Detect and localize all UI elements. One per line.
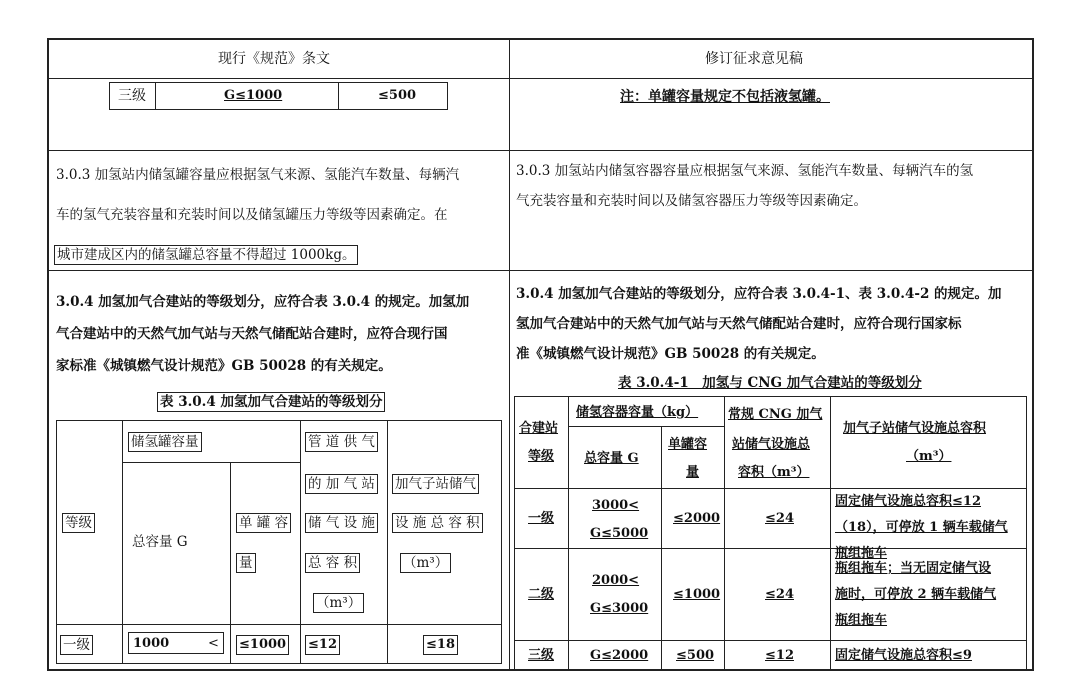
lt-col	[230, 462, 231, 664]
rt-r3-sub-1: 固定储气设施总容积≤9	[835, 648, 972, 663]
rt-col	[724, 396, 725, 671]
rt-h-sub-2: （m³）	[906, 449, 952, 464]
lt-col	[122, 420, 123, 664]
row2-divider	[47, 270, 1034, 271]
rt-r1-cng: ≤24	[765, 511, 794, 526]
rt-col	[568, 396, 569, 671]
rt-r1-total-2: G≤5000	[590, 526, 649, 541]
rt-h-grade-1: 合建站	[519, 421, 559, 436]
lt-row	[122, 462, 300, 463]
right-303-line1: 3.0.3 加氢站内储氢容器容量应根据氢气来源、氢能汽车数量、每辆汽车的氢	[516, 163, 974, 179]
lt-col	[300, 420, 301, 664]
rt-r3-grade: 三级	[528, 648, 555, 663]
rt-row	[568, 426, 724, 427]
right-table-title: 表 3.0.4-1 加氢与 CNG 加气合建站的等级划分	[618, 375, 922, 391]
rt-h-single-1: 单罐容	[668, 437, 708, 452]
mini-grade: 三级	[118, 88, 146, 104]
right-303-line2: 气充装容量和充装时间以及储氢容器压力等级等因素确定。	[516, 193, 867, 209]
rt-h-sub-1: 加气子站储气设施总容积	[843, 421, 987, 436]
center-divider	[509, 38, 510, 671]
rt-r2-sub-1: 瓶组拖车；当无固定储气设	[835, 561, 992, 576]
lt-r1-total: 1000	[133, 636, 170, 651]
mini-single: ≤500	[378, 88, 417, 103]
rt-r3-single: ≤500	[676, 648, 715, 663]
rt-h-total: 总容量 G	[584, 451, 639, 466]
lt-r1-sub: ≤18	[423, 635, 458, 655]
rt-r1-total-1: 3000<	[592, 498, 640, 513]
lt-storage: 储氢罐容量	[128, 432, 202, 452]
lt-sub-2: 设 施 总 容 积	[392, 513, 483, 533]
lt-sub-1: 加气子站储气	[392, 474, 479, 494]
header-divider	[47, 78, 1034, 79]
lt-pipe-1: 管 道 供 气	[305, 432, 378, 452]
left-303-line1: 3.0.3 加氢站内储氢罐容量应根据氢气来源、氢能汽车数量、每辆汽	[56, 167, 460, 183]
rt-r1-single: ≤2000	[673, 511, 721, 526]
rt-r2-sub-3: 瓶组拖车	[835, 613, 888, 628]
rt-r1-sub-1: 固定储气设施总容积≤12	[835, 494, 981, 509]
left-table-title: 表 3.0.4 加氢加气合建站的等级划分	[157, 392, 385, 412]
lt-sub-3: （m³）	[400, 553, 451, 573]
rt-r2-single: ≤1000	[673, 587, 721, 602]
lt-single-2: 量	[236, 553, 256, 573]
mini-total: G≤1000	[224, 88, 283, 103]
rt-col	[830, 396, 831, 671]
rt-r1-sub-3: 瓶组拖车	[835, 546, 888, 561]
left-303-line2: 车的氢气充装容量和充装时间以及储氢罐压力等级等因素确定。在	[56, 207, 448, 223]
left-304-line2: 气合建站中的天然气加气站与天然气储配站合建时，应符合现行国	[56, 326, 448, 342]
rt-row	[514, 548, 1027, 549]
lt-r1-single: ≤1000	[236, 635, 289, 655]
lt-single-1: 单 罐 容	[236, 513, 291, 533]
lt-row	[56, 624, 502, 625]
lt-total: 总容量 G	[132, 534, 188, 550]
row1-divider	[47, 150, 1034, 151]
rt-r1-grade: 一级	[528, 511, 555, 526]
rt-r2-total-1: 2000<	[592, 573, 640, 588]
rt-r3-total: G≤2000	[590, 648, 649, 663]
right-note: 注：单罐容量规定不包括液氢罐。	[620, 89, 830, 105]
rt-r2-cng: ≤24	[765, 587, 794, 602]
lt-pipe-4: 总 容 积	[305, 553, 360, 573]
right-304-line3: 准《城镇燃气设计规范》GB 50028 的有关规定。	[516, 346, 825, 362]
rt-row	[514, 488, 1027, 489]
lt-r1-pipe: ≤12	[305, 635, 340, 655]
rt-h-cng-3: 容积（m³）	[738, 465, 810, 480]
mini-table-divider	[155, 82, 156, 110]
rt-h-grade-2: 等级	[528, 449, 555, 464]
lt-pipe-2: 的 加 气 站	[305, 474, 378, 494]
right-304-line2: 氢加气合建站中的天然气加气站与天然气储配站合建时，应符合现行国家标	[516, 316, 962, 332]
rt-r3-cng: ≤12	[765, 648, 794, 663]
lt-pipe-3: 储 气 设 施	[305, 513, 378, 533]
lt-r1-lt: <	[208, 636, 219, 651]
left-304-line1: 3.0.4 加氢加气合建站的等级划分，应符合表 3.0.4 的规定。加氢加	[56, 294, 470, 310]
rt-r2-grade: 二级	[528, 587, 555, 602]
mini-table-divider	[338, 82, 339, 110]
rt-r1-sub-2: （18），可停放 1 辆车载储气	[835, 520, 1008, 535]
lt-col	[387, 420, 388, 664]
rt-r2-total-2: G≤3000	[590, 601, 649, 616]
header-right: 修订征求意见稿	[705, 51, 803, 67]
rt-h-storage: 储氢容器容量（kg）	[576, 405, 699, 420]
rt-row	[514, 640, 1027, 641]
header-left: 现行《规范》条文	[218, 51, 330, 67]
rt-r2-sub-2: 施时，可停放 2 辆车载储气	[835, 587, 997, 602]
left-303-line3: 城市建成区内的储氢罐总容量不得超过 1000kg。	[54, 245, 358, 265]
rt-h-cng-2: 站储气设施总	[732, 437, 811, 452]
lt-grade: 等级	[62, 513, 95, 533]
lt-pipe-5: （m³）	[313, 593, 364, 613]
right-304-line1: 3.0.4 加氢加气合建站的等级划分，应符合表 3.0.4-1、表 3.0.4-2 的规定。加	[516, 286, 1002, 302]
rt-h-cng-1: 常规 CNG 加气	[728, 407, 823, 422]
left-304-line3: 家标准《城镇燃气设计规范》GB 50028 的有关规定。	[56, 358, 392, 374]
rt-h-single-2: 量	[686, 465, 700, 480]
lt-r1-grade: 一级	[60, 635, 93, 655]
